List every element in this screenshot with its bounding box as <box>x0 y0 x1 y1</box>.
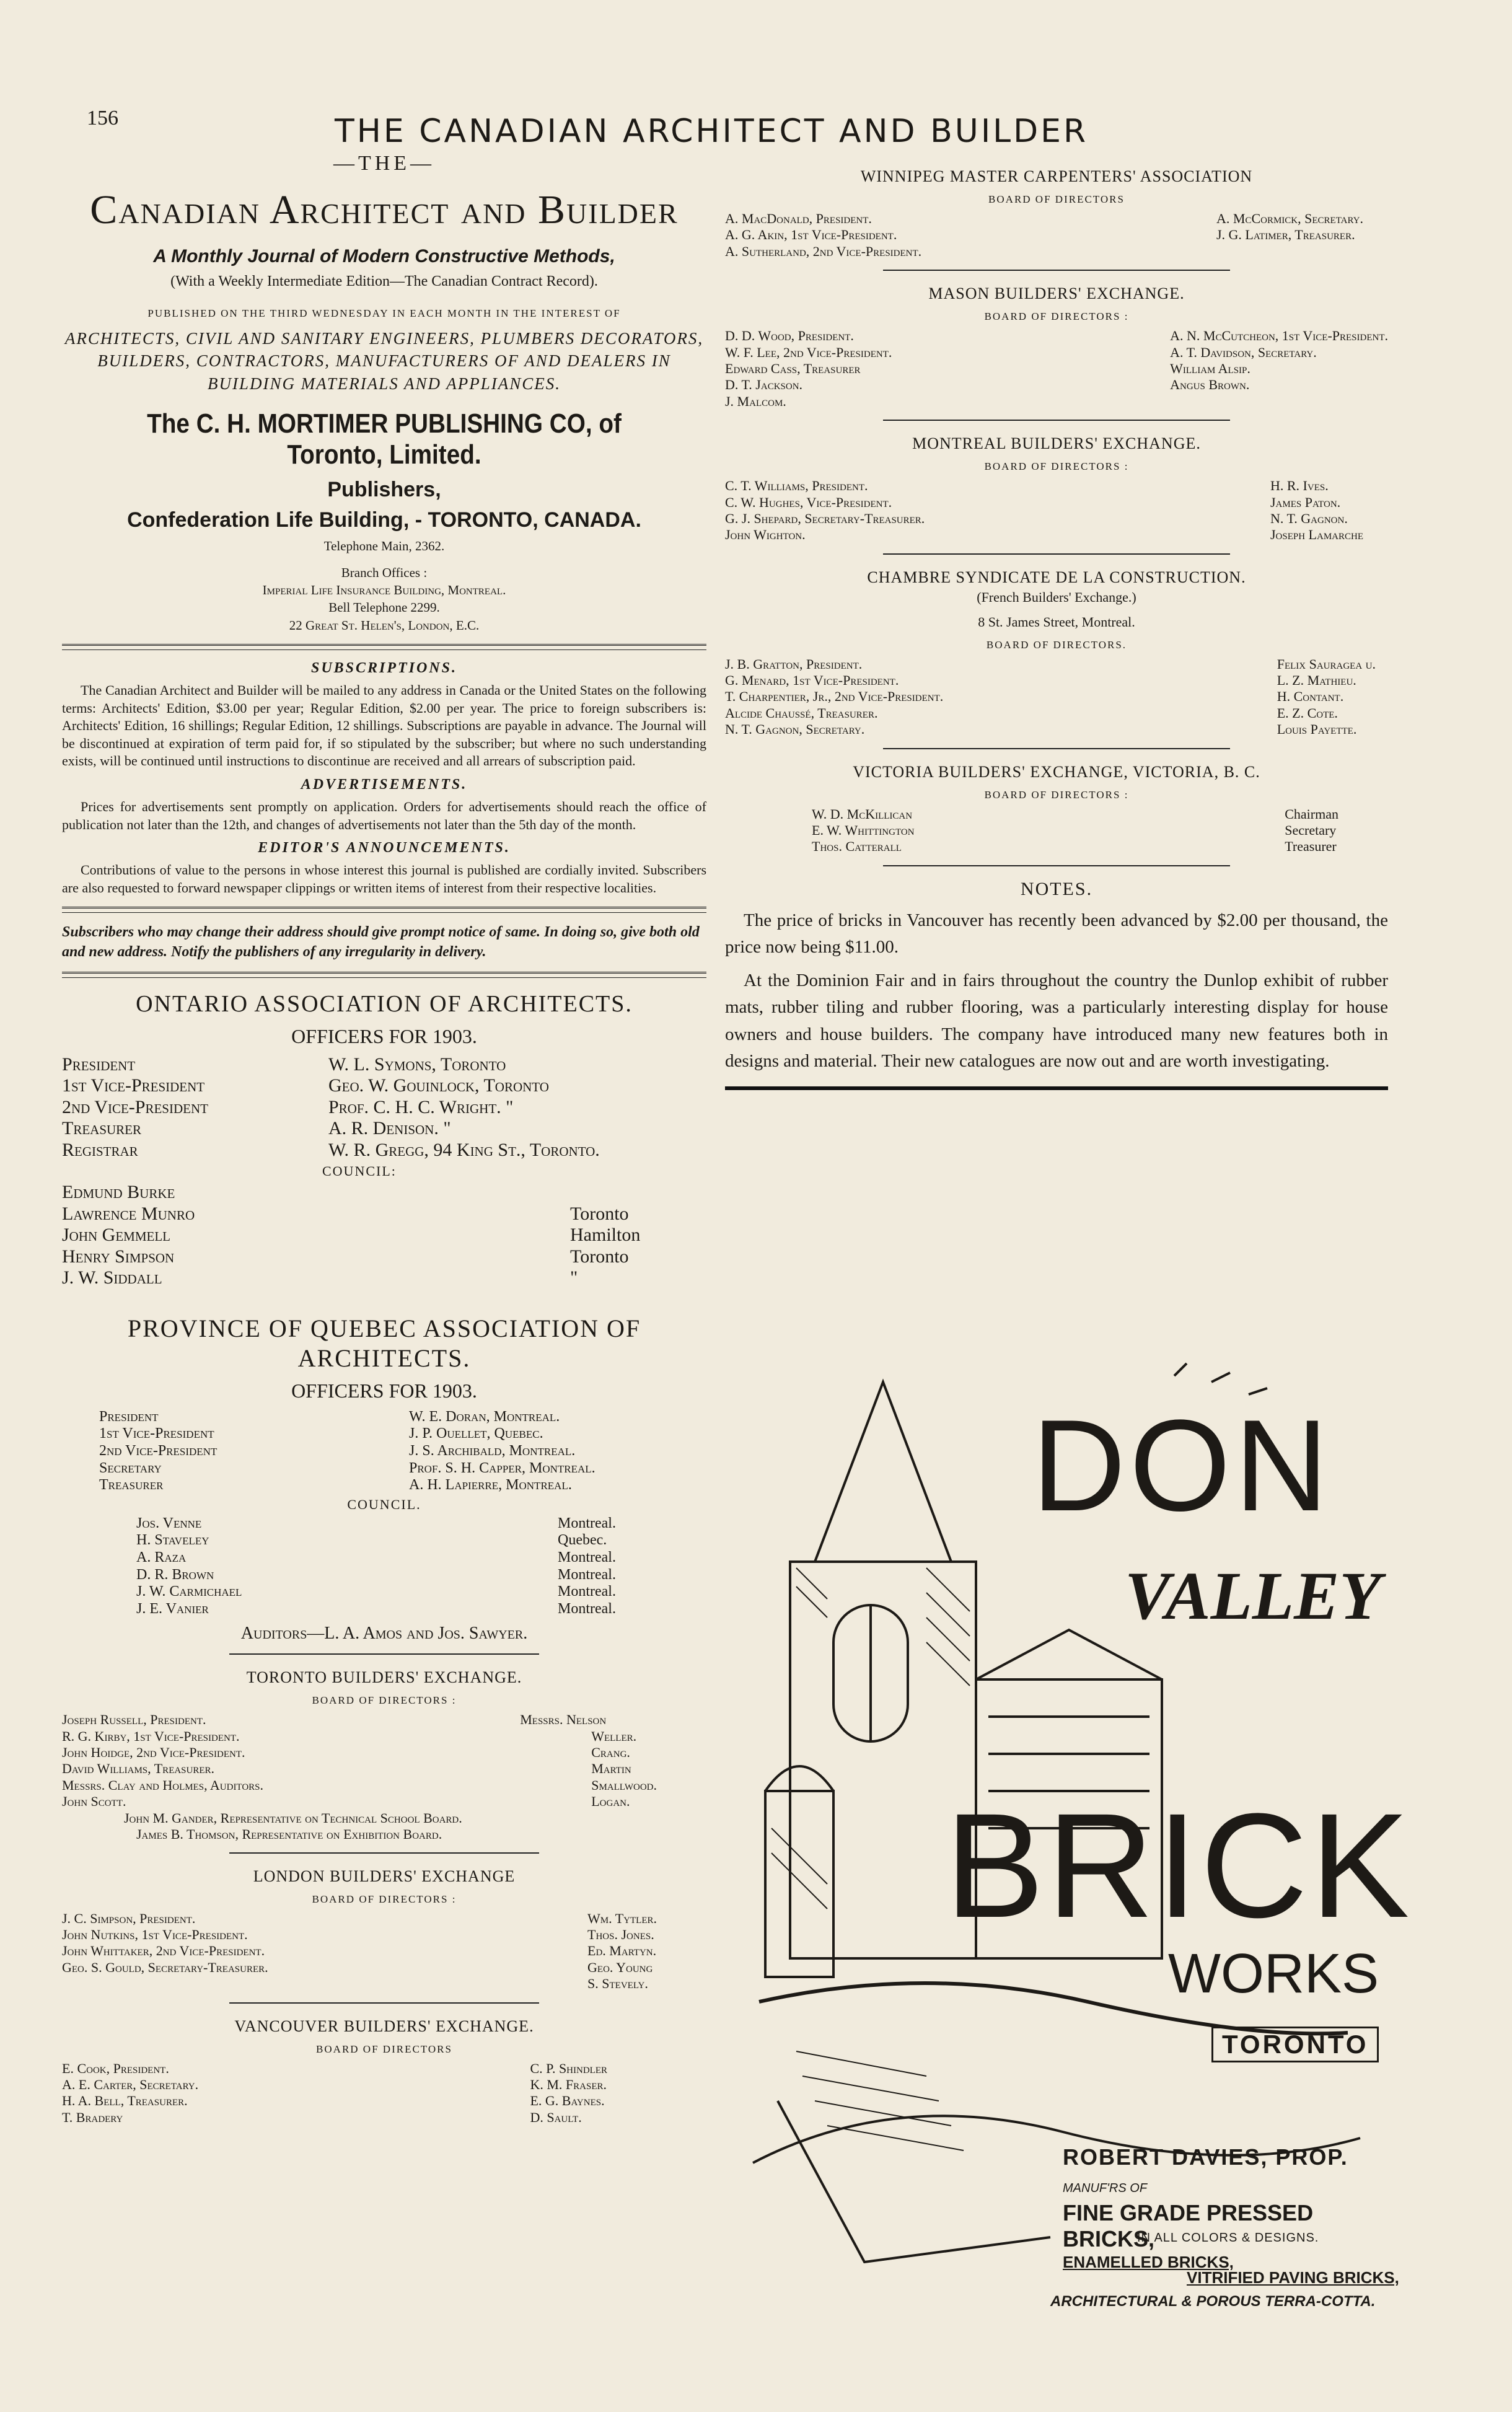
vancouver-exchange-title: VANCOUVER BUILDERS' EXCHANGE. <box>234 2017 534 2035</box>
director: W. F. Lee, 2nd Vice-President. <box>725 344 892 360</box>
council-member: J. E. Vanier <box>136 1600 209 1617</box>
ontario-council-head: COUNCIL: <box>322 1163 397 1179</box>
director: James Paton. <box>1270 494 1341 510</box>
london-right-list <box>587 1911 657 1992</box>
editors-text: Contributions of value to the persons in whose interest this journal is published are cordially invited. Subscribers are also requested to forward newspaper clippings or written items of interest from their respective localities. <box>62 862 706 896</box>
director: E. G. Baynes. <box>530 2093 605 2109</box>
telephone: Telephone Main, 2362. <box>323 539 445 554</box>
montreal-directors <box>725 478 1388 544</box>
toronto-left-list <box>62 1712 263 1810</box>
subscriptions-heading: SUBSCRIPTIONS. <box>310 660 458 677</box>
director: D. Sault. <box>530 2109 582 2125</box>
montreal-board-head: BOARD OF DIRECTORS : <box>984 460 1129 473</box>
director: Crang. <box>591 1745 630 1761</box>
montreal-right-list <box>1270 478 1363 544</box>
chambre-board-head: BOARD OF DIRECTORS. <box>986 638 1127 651</box>
page-number: 156 <box>87 107 118 130</box>
thick-divider <box>725 1086 1388 1090</box>
victoria-title: VICTORIA BUILDERS' EXCHANGE, VICTORIA, B. C. <box>853 762 1260 781</box>
director: J. B. Gratton, President. <box>725 656 863 672</box>
council-city: " <box>570 1267 578 1288</box>
masthead-the: —THE— <box>333 152 436 175</box>
director: Ed. Martyn. <box>587 1943 657 1959</box>
director: Messrs. Clay and Holmes, Auditors. <box>62 1777 264 1793</box>
quebec-officers: OFFICERS FOR 1903. <box>291 1379 477 1402</box>
london-directors <box>62 1911 706 1992</box>
director: John Nutkins, 1st Vice-President. <box>62 1927 248 1943</box>
ad-terra-cotta: ARCHITECTURAL & POROUS TERRA-COTTA. <box>1050 2293 1376 2310</box>
quebec-council-head: COUNCIL. <box>347 1496 421 1512</box>
advertisements-heading: ADVERTISEMENTS. <box>301 777 468 793</box>
notes-paragraph-1: The price of bricks in Vancouver has recently been advanced by $2.00 per thousand, the price now being $11.00. <box>725 910 1388 957</box>
director: Messrs. Nelson <box>520 1712 607 1728</box>
director: E. Z. Cote. <box>1277 705 1338 721</box>
director: Louis Payette. <box>1277 721 1357 737</box>
running-head: THE CANADIAN ARCHITECT AND BUILDER <box>335 113 1089 150</box>
director: T. Charpentier, Jr., 2nd Vice-President. <box>725 689 944 705</box>
director: John Wighton. <box>725 527 806 543</box>
right-column <box>725 167 1388 1101</box>
director: H. Contant. <box>1277 689 1344 705</box>
quebec-title: PROVINCE OF QUEBEC ASSOCIATION OF ARCHITECTS. <box>127 1314 641 1372</box>
director: John Hoidge, 2nd Vice-President. <box>62 1745 245 1761</box>
chambre-subtitle: (French Builders' Exchange.) <box>977 589 1136 605</box>
winnipeg-title: WINNIPEG MASTER CARPENTERS' ASSOCIATION <box>860 167 1253 185</box>
montreal-title: MONTREAL BUILDERS' EXCHANGE. <box>912 434 1201 453</box>
council-city: Montreal. <box>558 1515 616 1531</box>
director: E. W. Whittington <box>812 822 915 838</box>
director: A. MacDonald, President. <box>725 211 872 226</box>
director: K. M. Fraser. <box>530 2076 607 2092</box>
ad-colors: IN ALL COLORS & DESIGNS. <box>1137 2231 1319 2245</box>
editors-heading: EDITOR'S ANNOUNCEMENTS. <box>258 840 511 856</box>
quebec-council-table <box>62 1515 706 1618</box>
publishers-label: Publishers, <box>327 478 441 502</box>
vancouver-right-list <box>530 2061 607 2126</box>
director: A. McCormick, Secretary. <box>1216 211 1363 226</box>
ad-title-works: WORKS <box>1168 1943 1379 2005</box>
officer-title: Treasurer <box>99 1477 164 1494</box>
ad-manufacturers: MANUF'RS OF <box>1063 2181 1148 2195</box>
director-role: Secretary <box>1285 822 1337 838</box>
director: Edward Cass, Treasurer <box>725 360 861 376</box>
council-member: Edmund Burke <box>62 1182 175 1203</box>
masthead-published: PUBLISHED ON THE THIRD WEDNESDAY IN EACH MONTH IN THE INTEREST OF <box>147 307 621 319</box>
council-city: Toronto <box>570 1203 629 1224</box>
winnipeg-board-head: BOARD OF DIRECTORS <box>988 193 1125 205</box>
ad-title-brick: BRICK <box>945 1782 1412 1948</box>
director: G. Menard, 1st Vice-President. <box>725 672 899 689</box>
council-city: Quebec. <box>558 1532 607 1549</box>
officer-name: A. H. Lapierre, Montreal. <box>409 1477 572 1494</box>
ontario-council-table <box>62 1182 706 1289</box>
officer-title: 2nd Vice-President <box>62 1096 208 1117</box>
publisher-address: Confederation Life Building, - TORONTO, CANADA. <box>127 508 641 532</box>
officer-name: A. R. Denison. " <box>328 1118 451 1139</box>
mason-right-list <box>1170 328 1388 410</box>
notes-title: NOTES. <box>1020 878 1093 899</box>
officer-name: W. R. Gregg, 94 King St., Toronto. <box>328 1139 600 1160</box>
chambre-title: CHAMBRE SYNDICATE DE LA CONSTRUCTION. <box>867 568 1246 586</box>
council-city: Toronto <box>570 1246 629 1267</box>
divider <box>883 270 1230 271</box>
director: Joseph Lamarche <box>1270 527 1363 543</box>
ontario-officers-table <box>62 1054 706 1161</box>
director: Smallwood. <box>591 1777 657 1793</box>
director: A. E. Carter, Secretary. <box>62 2076 199 2092</box>
left-column <box>62 152 706 2126</box>
officer-name: Prof. C. H. C. Wright. " <box>328 1096 514 1117</box>
officer-name: W. E. Doran, Montreal. <box>409 1408 560 1425</box>
director: L. Z. Mathieu. <box>1277 672 1356 689</box>
director: Felix Sauragea u. <box>1277 656 1376 672</box>
masthead-weekly: (With a Weekly Intermediate Edition—The Canadian Contract Record). <box>170 273 598 289</box>
divider <box>883 748 1230 749</box>
divider <box>883 553 1230 555</box>
divider <box>229 1653 539 1655</box>
ad-vitrified: VITRIFIED PAVING BRICKS, <box>1187 2268 1399 2287</box>
masthead-title: Canadian Architect and Builder <box>90 187 679 232</box>
director: C. P. Shindler <box>530 2060 607 2076</box>
chambre-directors <box>725 656 1388 738</box>
officer-name: W. L. Symons, Toronto <box>328 1054 506 1075</box>
mason-left-list <box>725 328 892 410</box>
officer-title: President <box>62 1054 136 1075</box>
officer-title: 1st Vice-President <box>99 1425 214 1442</box>
chambre-left-list <box>725 656 943 738</box>
branch-montreal-tel: Bell Telephone 2299. <box>328 600 440 615</box>
officer-title: 2nd Vice-President <box>99 1442 218 1459</box>
council-member: Jos. Venne <box>136 1515 202 1531</box>
branch-montreal: Imperial Life Insurance Building, Montreal. <box>262 583 506 597</box>
director-role: Treasurer <box>1285 838 1337 855</box>
don-valley-brick-advertisement <box>741 1357 1412 2324</box>
council-member: J. W. Carmichael <box>136 1583 242 1600</box>
publisher-company: The C. H. MORTIMER PUBLISHING CO, of Toronto, Limited. <box>147 408 622 470</box>
officer-title: Treasurer <box>62 1118 142 1139</box>
director: N. T. Gagnon. <box>1270 510 1348 526</box>
council-member: J. W. Siddall <box>62 1267 162 1288</box>
director: David Williams, Treasurer. <box>62 1761 215 1777</box>
officer-name: Prof. S. H. Capper, Montreal. <box>409 1459 596 1476</box>
council-member: Lawrence Munro <box>62 1203 195 1224</box>
director: S. Stevely. <box>587 1976 648 1992</box>
advertisements-text: Prices for advertisements sent promptly on application. Orders for advertisements should reach the office of publication not later than the 12th, and changes of advertisements not later than the 5th day of the month. <box>62 799 706 832</box>
notes-paragraph-2: At the Dominion Fair and in fairs throughout the country the Dunlop exhibit of rubber mats, rubber tiling and rubber flooring, was a particularly interesting display for house owners and house builders. The company have introduced many new features both in designs and material. Their new catalogues are now out and are worth investigating. <box>725 970 1388 1072</box>
winnipeg-right-list <box>1216 211 1363 260</box>
director: C. T. Williams, President. <box>725 478 868 494</box>
director: Thos. Catterall <box>812 838 902 855</box>
toronto-extra-2: James B. Thomson, Representative on Exhibition Board. <box>136 1826 442 1842</box>
council-member: H. Staveley <box>136 1532 209 1549</box>
mason-title: MASON BUILDERS' EXCHANGE. <box>928 284 1185 303</box>
council-member: John Gemmell <box>62 1225 170 1246</box>
officer-name: J. P. Ouellet, Quebec. <box>409 1425 543 1442</box>
director-role: Chairman <box>1285 806 1338 822</box>
london-exchange-title: LONDON BUILDERS' EXCHANGE <box>253 1867 516 1885</box>
council-member: D. R. Brown <box>136 1566 214 1583</box>
director: J. C. Simpson, President. <box>62 1910 196 1926</box>
divider <box>229 1852 539 1854</box>
ad-title-don: DON <box>1032 1393 1332 1538</box>
director: T. Bradery <box>62 2109 123 2125</box>
ad-title-valley: VALLEY <box>1125 1558 1381 1634</box>
director: R. G. Kirby, 1st Vice-President. <box>62 1728 240 1744</box>
subscriptions-text: The Canadian Architect and Builder will be mailed to any address in Canada or the United States on the following terms: Architects' Edition, $3.00 per year; Regular Edition, $2.00 per year. The price to foreign subscribers is: Architects' Edition, 16 shillings; Regular Edition, 12 shillings. Subscriptions are payable in advance. The Journal will be discontinued at expiration of term paid for, if so stipulated by the subscriber; but where no such understanding exists, will be continued until instructions to discontinue are received and all arrears of subscription paid. <box>62 682 706 769</box>
quebec-auditors: Auditors—L. A. Amos and Jos. Sawyer. <box>240 1624 528 1644</box>
director: Thos. Jones. <box>587 1927 654 1943</box>
victoria-left-list <box>812 806 915 855</box>
director: N. T. Gagnon, Secretary. <box>725 721 865 737</box>
chambre-right-list <box>1277 656 1376 738</box>
director: J. G. Latimer, Treasurer. <box>1216 227 1355 243</box>
officer-title: President <box>99 1408 159 1425</box>
officer-name: Geo. W. Gouinlock, Toronto <box>328 1075 549 1096</box>
director: Angus Brown. <box>1170 377 1250 393</box>
director: Geo. S. Gould, Secretary-Treasurer. <box>62 1959 268 1975</box>
quebec-officers-table <box>62 1409 706 1494</box>
divider <box>883 420 1230 421</box>
branch-london: 22 Great St. Helen's, London, E.C. <box>289 617 480 633</box>
mason-directors <box>725 328 1388 410</box>
director: H. R. Ives. <box>1270 478 1329 494</box>
divider <box>62 644 706 650</box>
masthead-subtitle: A Monthly Journal of Modern Constructive Methods, <box>153 246 615 266</box>
director: William Alsip. <box>1170 360 1250 376</box>
director: A. G. Akin, 1st Vice-President. <box>725 227 897 243</box>
address-change-notice: Subscribers who may change their address should give prompt notice of same. In doing so, give both old and new address. Notify the publishers of any irregularity in delivery. <box>62 924 700 960</box>
victoria-directors <box>725 806 1388 855</box>
mason-board-head: BOARD OF DIRECTORS : <box>984 310 1129 323</box>
council-city <box>570 1182 706 1204</box>
director: A. T. Davidson, Secretary. <box>1170 344 1317 360</box>
council-city: Hamilton <box>570 1225 641 1246</box>
officer-title: Registrar <box>62 1139 138 1160</box>
director: John Whittaker, 2nd Vice-President. <box>62 1943 265 1959</box>
director: A. Sutherland, 2nd Vice-President. <box>725 243 922 259</box>
officer-title: 1st Vice-President <box>62 1075 205 1096</box>
divider <box>62 907 706 913</box>
director: J. Malcom. <box>725 393 786 409</box>
ad-product: FINE GRADE PRESSED BRICKS, <box>1063 2200 1314 2251</box>
toronto-directors <box>62 1712 706 1810</box>
director: John Scott. <box>62 1794 126 1810</box>
toronto-exchange-title: TORONTO BUILDERS' EXCHANGE. <box>246 1668 522 1687</box>
director: H. A. Bell, Treasurer. <box>62 2093 188 2109</box>
toronto-board-head: BOARD OF DIRECTORS : <box>312 1694 457 1707</box>
director: Wm. Tytler. <box>587 1910 657 1926</box>
ontario-title: ONTARIO ASSOCIATION OF ARCHITECTS. <box>136 990 633 1017</box>
toronto-extra-1: John M. Gander, Representative on Technical School Board. <box>124 1810 462 1826</box>
council-city: Montreal. <box>558 1549 616 1565</box>
ad-enamelled: ENAMELLED BRICKS, <box>1063 2253 1234 2271</box>
director: Alcide Chaussé, Treasurer. <box>725 705 878 721</box>
chambre-address: 8 St. James Street, Montreal. <box>978 614 1135 630</box>
director: Martin <box>591 1761 631 1777</box>
victoria-right-list <box>1285 806 1338 855</box>
council-city: Montreal. <box>558 1566 616 1583</box>
masthead-audience: ARCHITECTS, CIVIL AND SANITARY ENGINEERS, PLUMBERS DECORATORS, BUILDERS, CONTRACTORS, MANUFACTURERS OF AND DEALERS IN BUILDING MATERIALS AND APPLIANCES. <box>64 329 704 393</box>
director: C. W. Hughes, Vice-President. <box>725 494 892 510</box>
ad-city: TORONTO <box>1211 2027 1379 2062</box>
director: Geo. Young <box>587 1959 653 1975</box>
council-member: A. Raza <box>136 1549 187 1565</box>
council-city: Montreal. <box>558 1600 616 1617</box>
director: D. T. Jackson. <box>725 377 803 393</box>
council-member: Henry Simpson <box>62 1246 175 1267</box>
divider <box>62 972 706 978</box>
divider <box>883 865 1230 866</box>
director: A. N. McCutcheon, 1st Vice-President. <box>1170 328 1388 344</box>
director: Joseph Russell, President. <box>62 1712 206 1728</box>
director: Weller. <box>591 1728 637 1744</box>
director: W. D. McKillican <box>812 806 913 822</box>
vancouver-left-list <box>62 2061 198 2126</box>
divider <box>229 2002 539 2004</box>
ad-owner: ROBERT DAVIES, PROP. <box>1063 2144 1348 2170</box>
montreal-left-list <box>725 478 925 544</box>
winnipeg-directors <box>725 211 1388 260</box>
london-left-list <box>62 1911 268 1992</box>
officer-name: J. S. Archibald, Montreal. <box>409 1442 576 1459</box>
vancouver-board-head: BOARD OF DIRECTORS <box>316 2043 452 2055</box>
officer-title: Secretary <box>99 1459 162 1476</box>
vancouver-directors <box>62 2061 706 2126</box>
toronto-right-list <box>520 1712 657 1810</box>
ontario-officers: OFFICERS FOR 1903. <box>291 1024 477 1047</box>
director: D. D. Wood, President. <box>725 328 854 344</box>
director: G. J. Shepard, Secretary-Treasurer. <box>725 510 925 526</box>
director: E. Cook, President. <box>62 2060 169 2076</box>
victoria-board-head: BOARD OF DIRECTORS : <box>984 788 1129 801</box>
winnipeg-left-list <box>725 211 921 260</box>
london-board-head: BOARD OF DIRECTORS : <box>312 1893 457 1905</box>
branch-head: Branch Offices : <box>341 565 428 580</box>
council-city: Montreal. <box>558 1583 616 1600</box>
director: Logan. <box>591 1794 630 1810</box>
